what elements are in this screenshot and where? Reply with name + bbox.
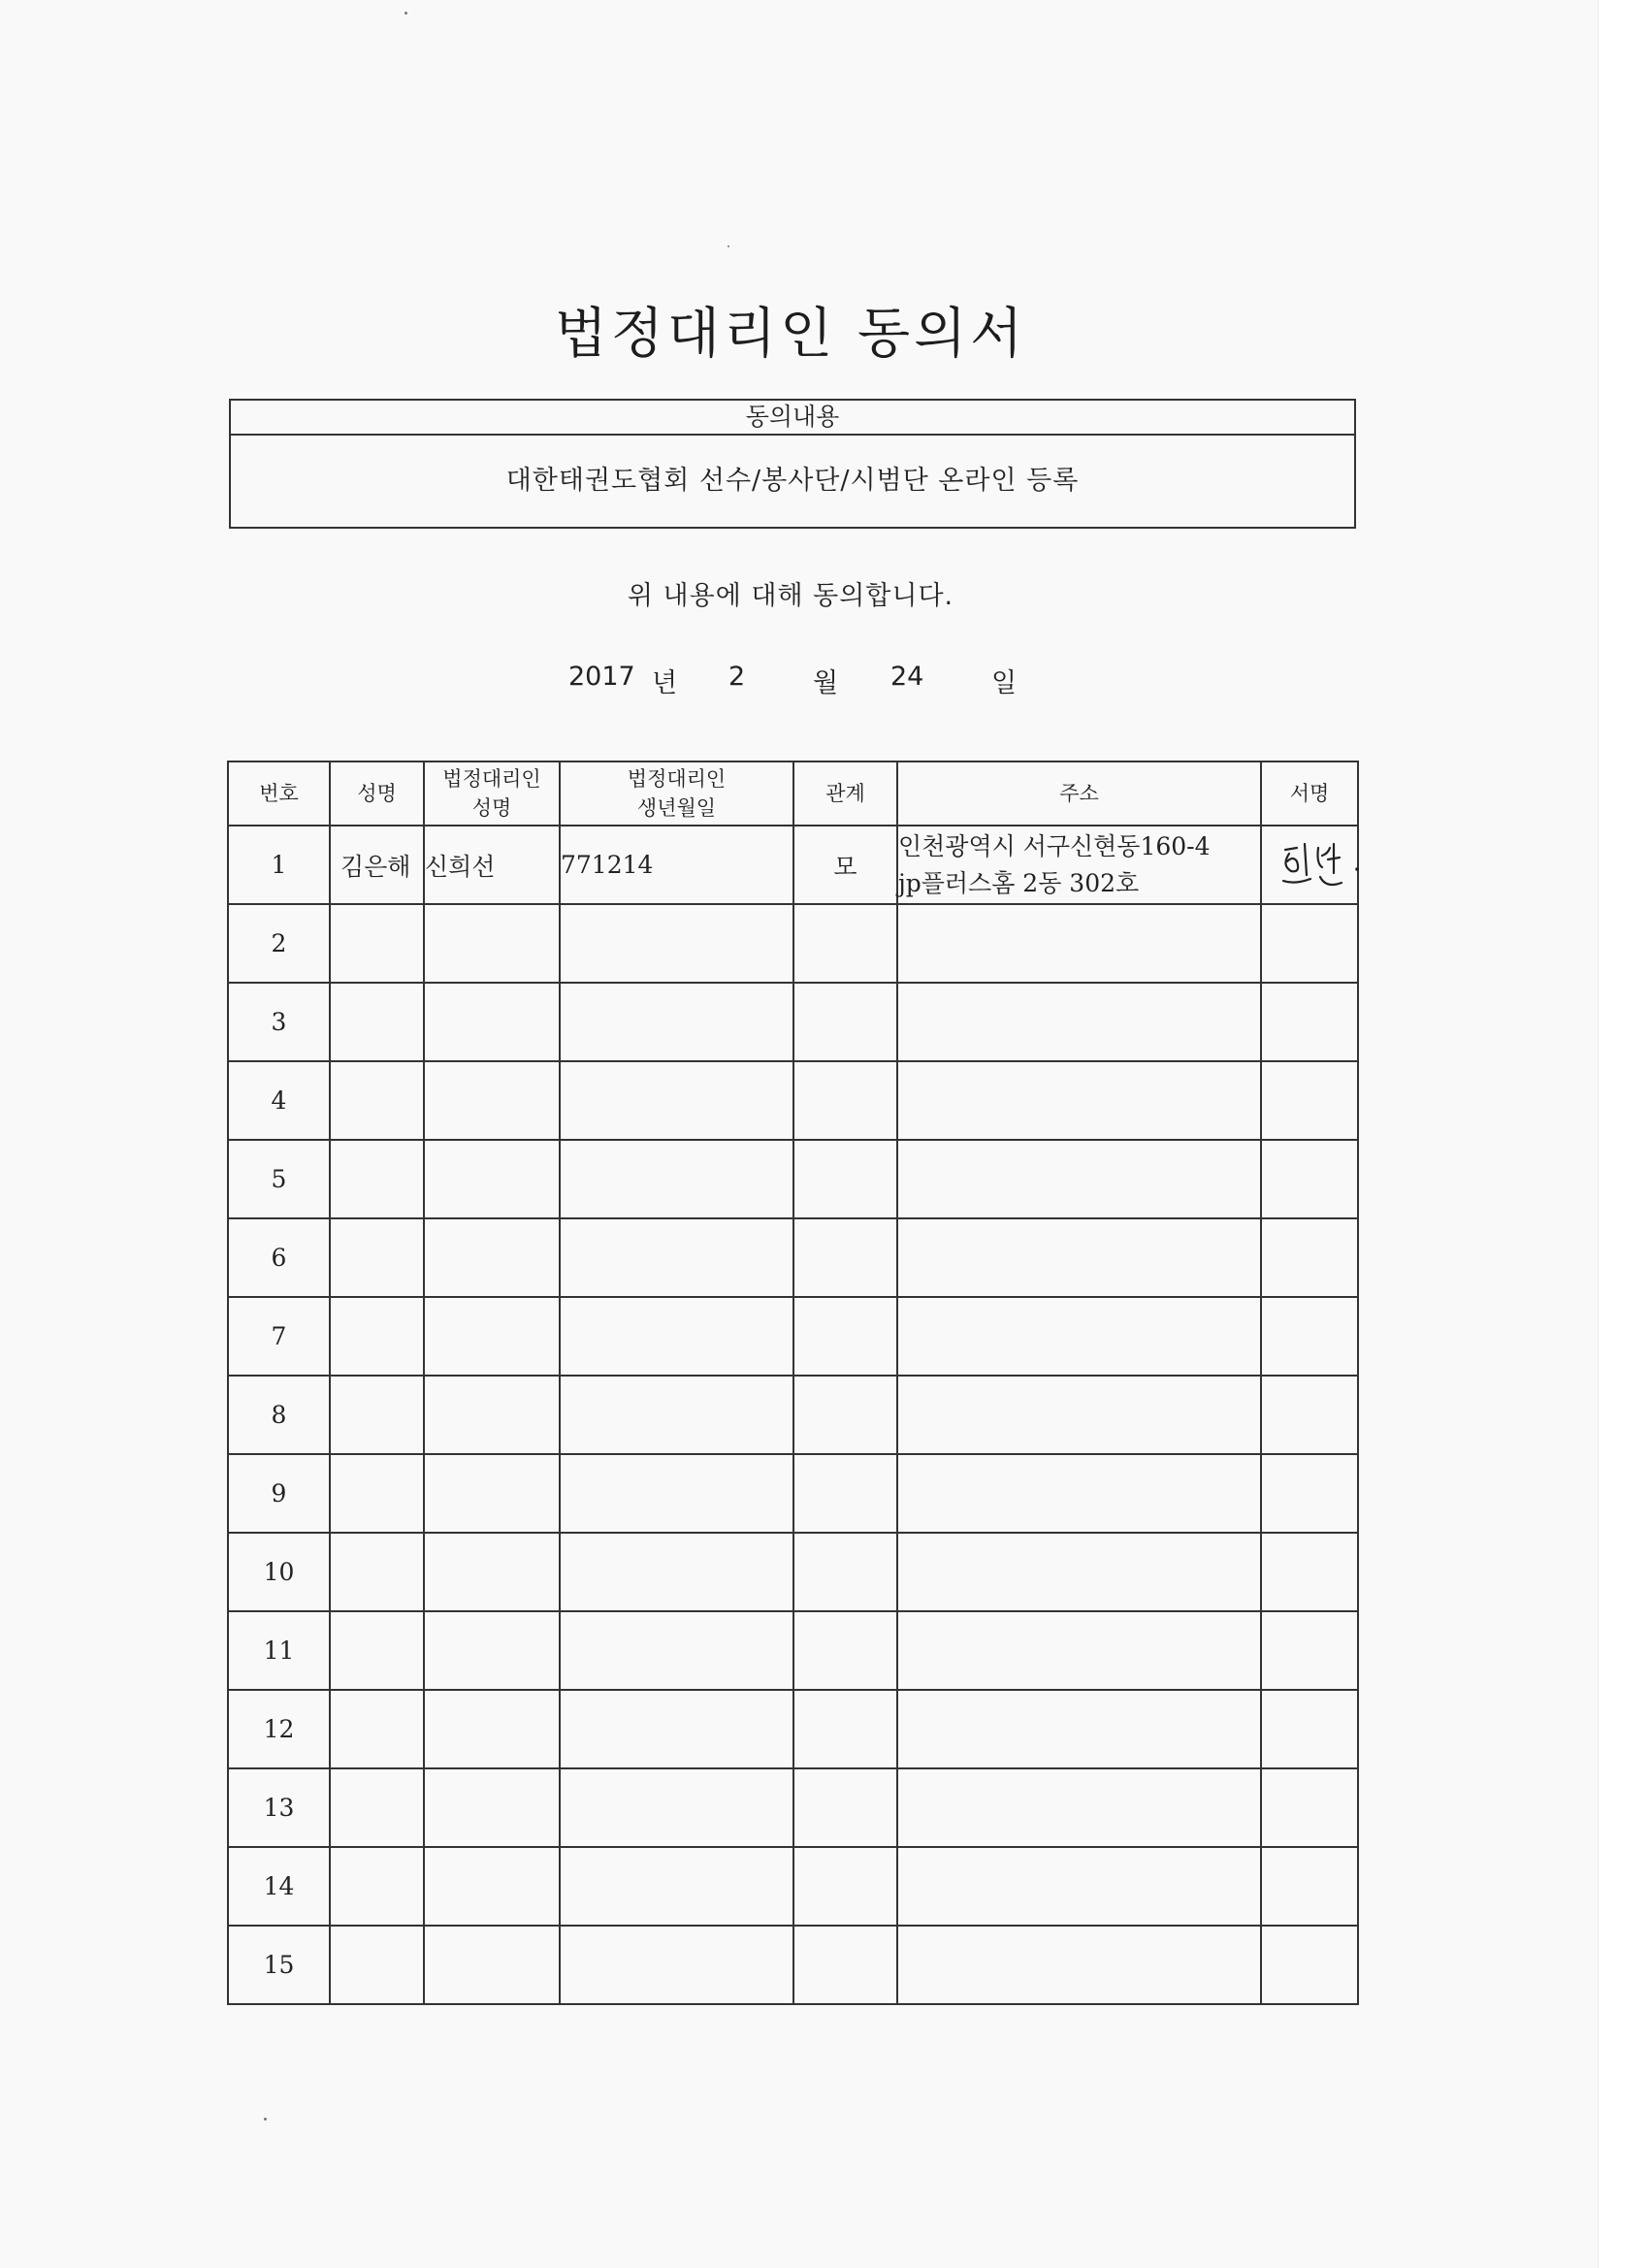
cell-signature — [1261, 1061, 1358, 1140]
cell-number: 10 — [228, 1533, 330, 1611]
cell-address — [897, 904, 1261, 983]
cell-number: 15 — [228, 1926, 330, 2004]
header-guardian-birth — [560, 761, 793, 826]
cell-relation — [793, 983, 897, 1061]
header-guardian-name — [424, 761, 560, 826]
cell-name — [330, 983, 424, 1061]
header-guardian-birth-line1: 법정대리인 — [627, 767, 727, 791]
cell-guardian-name — [424, 1376, 560, 1454]
table-row — [228, 983, 1358, 1061]
cell-number: 8 — [228, 1376, 330, 1454]
cell-guardian-birth — [560, 983, 793, 1061]
cell-guardian-name — [424, 904, 560, 983]
table-row — [228, 1376, 1358, 1454]
handwritten-signature — [1272, 834, 1365, 898]
table-row — [228, 826, 1358, 904]
date-month: 2 — [728, 662, 746, 692]
cell-signature — [1261, 1218, 1358, 1297]
cell-name — [330, 1140, 424, 1218]
table-row — [228, 1690, 1358, 1768]
cell-signature — [1261, 904, 1358, 983]
cell-guardian-name — [424, 983, 560, 1061]
scan-speck — [404, 12, 407, 15]
cell-name: 김은해 — [330, 826, 424, 904]
cell-guardian-name — [424, 1218, 560, 1297]
cell-signature — [1261, 1376, 1358, 1454]
cell-relation — [793, 1926, 897, 2004]
cell-signature — [1261, 983, 1358, 1061]
cell-relation — [793, 1297, 897, 1376]
cell-guardian-birth — [560, 1768, 793, 1847]
table-row — [228, 1847, 1358, 1926]
cell-guardian-name — [424, 1061, 560, 1140]
cell-number: 3 — [228, 983, 330, 1061]
cell-address — [897, 826, 1261, 904]
cell-signature — [1261, 1611, 1358, 1690]
cell-number: 6 — [228, 1218, 330, 1297]
cell-number: 9 — [228, 1454, 330, 1533]
cell-relation — [793, 1611, 897, 1690]
address-line-2: jp플러스홈 2동 302호 — [898, 868, 1140, 897]
header-name: 성명 — [330, 761, 424, 826]
header-guardian-birth-line2: 생년월일 — [636, 796, 717, 820]
header-number: 번호 — [228, 761, 330, 826]
cell-number: 11 — [228, 1611, 330, 1690]
scan-speck — [728, 245, 729, 247]
cell-name — [330, 1690, 424, 1768]
cell-signature — [1261, 1847, 1358, 1926]
cell-signature — [1261, 826, 1358, 904]
cell-address — [897, 1533, 1261, 1611]
cell-address — [897, 983, 1261, 1061]
cell-signature — [1261, 1768, 1358, 1847]
cell-relation — [793, 1218, 897, 1297]
cell-name — [330, 1061, 424, 1140]
date-year: 2017 — [568, 662, 635, 692]
cell-name — [330, 1454, 424, 1533]
cell-guardian-name — [424, 1611, 560, 1690]
cell-number: 13 — [228, 1768, 330, 1847]
header-relation: 관계 — [793, 761, 897, 826]
table-row — [228, 1926, 1358, 2004]
cell-address — [897, 1218, 1261, 1297]
cell-address — [897, 1061, 1261, 1140]
cell-guardian-name — [424, 1926, 560, 2004]
agreement-statement: 위 내용에 대해 동의합니다. — [627, 581, 954, 611]
table-row — [228, 1140, 1358, 1218]
cell-relation — [793, 1061, 897, 1140]
cell-guardian-name — [424, 1454, 560, 1533]
cell-number: 2 — [228, 904, 330, 983]
table-header-row — [228, 761, 1358, 826]
scan-edge-shade — [1598, 0, 1649, 2268]
cell-name — [330, 1611, 424, 1690]
cell-name — [330, 1218, 424, 1297]
address-line-1: 인천광역시 서구신현동160-4 — [898, 831, 1211, 860]
cell-guardian-name — [424, 1690, 560, 1768]
cell-guardian-birth — [560, 1454, 793, 1533]
cell-name — [330, 1533, 424, 1611]
cell-signature — [1261, 1140, 1358, 1218]
cell-guardian-name — [424, 1140, 560, 1218]
cell-guardian-birth — [560, 904, 793, 983]
table-row — [228, 1533, 1358, 1611]
cell-name — [330, 1926, 424, 2004]
cell-number: 5 — [228, 1140, 330, 1218]
cell-relation — [793, 1376, 897, 1454]
cell-number: 7 — [228, 1297, 330, 1376]
cell-relation — [793, 1768, 897, 1847]
table-row — [228, 1454, 1358, 1533]
cell-guardian-birth — [560, 1376, 793, 1454]
table-row — [228, 1297, 1358, 1376]
table-row — [228, 1611, 1358, 1690]
cell-number: 1 — [228, 826, 330, 904]
cell-signature — [1261, 1533, 1358, 1611]
date-day: 24 — [890, 662, 924, 692]
cell-guardian-birth — [560, 1061, 793, 1140]
cell-relation — [793, 1847, 897, 1926]
cell-name — [330, 1376, 424, 1454]
cell-guardian-name — [424, 1768, 560, 1847]
cell-address — [897, 1926, 1261, 2004]
cell-guardian-name: 신희선 — [424, 826, 560, 904]
cell-relation — [793, 1454, 897, 1533]
header-address: 주소 — [897, 761, 1261, 826]
cell-address — [897, 1611, 1261, 1690]
header-signature: 서명 — [1261, 761, 1358, 826]
cell-name — [330, 904, 424, 983]
cell-signature — [1261, 1297, 1358, 1376]
date-day-unit: 일 — [991, 668, 1018, 698]
table-row — [228, 1768, 1358, 1847]
cell-number: 4 — [228, 1061, 330, 1140]
cell-number: 14 — [228, 1847, 330, 1926]
date-month-unit: 월 — [813, 668, 839, 698]
table-row — [228, 904, 1358, 983]
cell-address — [897, 1690, 1261, 1768]
cell-number: 12 — [228, 1690, 330, 1768]
header-guardian-name-line2: 성명 — [471, 796, 512, 820]
cell-guardian-name — [424, 1533, 560, 1611]
document-title: 법정대리인 동의서 — [554, 302, 1027, 366]
scan-speck — [264, 2118, 267, 2121]
cell-address — [897, 1140, 1261, 1218]
cell-signature — [1261, 1926, 1358, 2004]
guardian-table — [227, 761, 1359, 2005]
header-guardian-name-line1: 법정대리인 — [442, 767, 541, 791]
table-row — [228, 1061, 1358, 1140]
cell-signature — [1261, 1454, 1358, 1533]
cell-relation — [793, 1690, 897, 1768]
cell-signature — [1261, 1690, 1358, 1768]
cell-name — [330, 1297, 424, 1376]
consent-content: 대한태권도협회 선수/봉사단/시범단 온라인 등록 — [505, 466, 1080, 496]
cell-relation — [793, 1140, 897, 1218]
cell-name — [330, 1768, 424, 1847]
cell-guardian-name — [424, 1297, 560, 1376]
cell-address — [897, 1376, 1261, 1454]
date-year-unit: 년 — [652, 668, 678, 698]
table-row — [228, 1218, 1358, 1297]
cell-guardian-birth — [560, 1533, 793, 1611]
cell-relation: 모 — [793, 826, 897, 904]
cell-guardian-birth — [560, 1140, 793, 1218]
cell-guardian-birth — [560, 1297, 793, 1376]
cell-relation — [793, 1533, 897, 1611]
cell-guardian-birth: 771214 — [560, 826, 793, 904]
cell-guardian-birth — [560, 1690, 793, 1768]
cell-guardian-birth — [560, 1847, 793, 1926]
consent-heading: 동의내용 — [231, 401, 1354, 436]
cell-address — [897, 1768, 1261, 1847]
cell-guardian-birth — [560, 1926, 793, 2004]
cell-address — [897, 1297, 1261, 1376]
cell-relation — [793, 904, 897, 983]
cell-guardian-birth — [560, 1218, 793, 1297]
consent-box — [229, 399, 1356, 529]
cell-name — [330, 1847, 424, 1926]
cell-address — [897, 1454, 1261, 1533]
cell-address — [897, 1847, 1261, 1926]
cell-guardian-name — [424, 1847, 560, 1926]
cell-guardian-birth — [560, 1611, 793, 1690]
